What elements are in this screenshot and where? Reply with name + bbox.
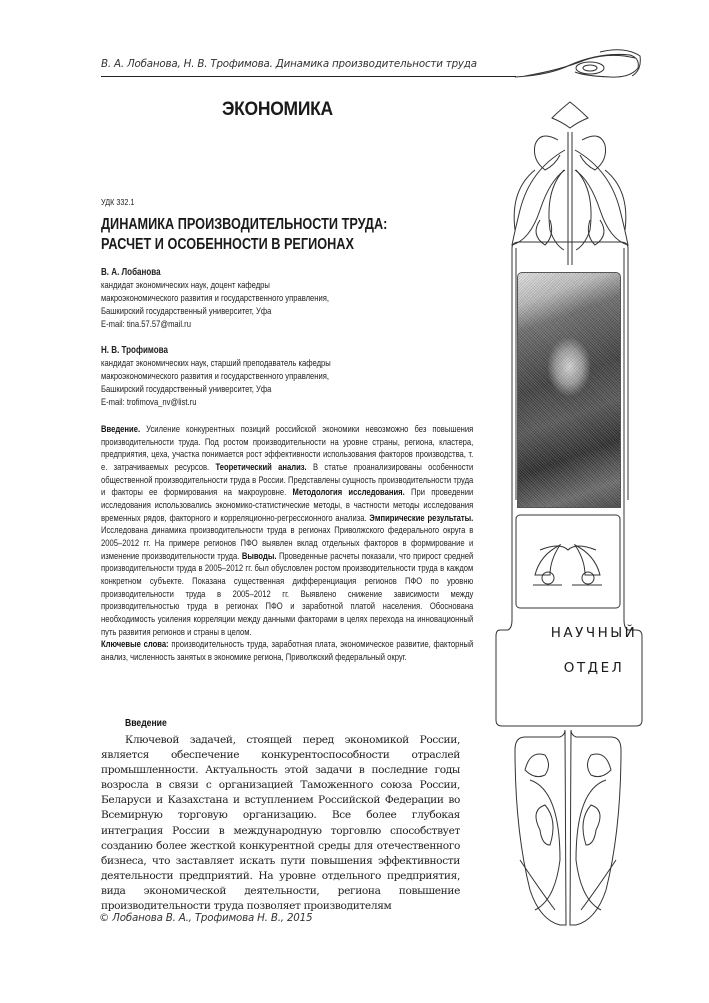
abstract-results-label: Эмпирические результаты. [369,512,474,523]
body-text [101,733,460,914]
author-affiliation-line: кандидат экономических наук, доцент кафедры [101,280,270,290]
author-name: Н. В. Трофимова [101,345,168,356]
section-title: ЭКОНОМИКА [222,99,333,120]
author-affiliation-line: макроэкономического развития и государственного управления, [101,371,330,381]
intro-paragraph: Ключевой задачей, стоящей перед экономикой России, является обеспечение конкурентоспособности отраслей промышленности. Актуальность этой задачи в последние годы возросла в связи с организацией Таможенного союза России, Беларуси и Казахстана и вступлением Российской Федерации во Всемирную торговую организацию. Все более глубокая интеграция России в международную торговлю способствует созданию более жесткой конкурентной среды для отечественного бизнеса, что заставляет искать пути повышения эффективности деятельности предприятий. На уровне отдельного предприятия, вида экономической деятельности, региона повышение производительности труда позволяет производителям [101,734,460,913]
article-title [101,215,445,255]
abstract-theory-label: Теоретический анализ. [215,461,307,472]
article-title-line-2: РАСЧЕТ И ОСОБЕННОСТИ В РЕГИОНАХ [101,236,354,253]
keywords-text: производительность труда, заработная плата, экономическое развитие, факторный анализ, численность занятых в экономике региона, Приволжский федеральный округ. [101,639,474,662]
author-affiliation-line: Башкирский государственный университет, Уфа [101,306,272,316]
author-affiliation-line: Башкирский государственный университет, Уфа [101,384,272,394]
article-title-line-1: ДИНАМИКА ПРОИЗВОДИТЕЛЬНОСТИ ТРУДА: [101,216,388,233]
abstract-intro-text: Усиление конкурентных позиций российской экономики невозможно без повышения производительности труда. Под ростом производительности на уровне страны, региона, кластера, предприятия, цеха, участка понимается рост эффективности использования факторов производства, т. е. затрачиваемых ресурсов. [101,424,474,472]
owl-sculpture-photo [517,272,621,508]
author-1 [101,266,445,331]
rubric-label-line-2: ОТДЕЛ [563,660,625,676]
abstract-conclusions-text: Проведенные расчеты показали, что прирост средней производительности труда в 2005–2012 гг. был обусловлен ростом производительности труда в каждом конкретном субъекте. Показана существенная дифференциация регионов ПФО по уровню производительности труда в 2005–2012 гг. Выявлено снижение зависимости между производительностью труда в регионах ПФО и заработной платой населения. Обоснована необходимость усиления корреляции между данными факторами в целях перехода на инновационный путь развития регионов и страны в целом. [101,550,474,637]
top-floral-ornament [512,102,628,265]
abstract-conclusions-label: Выводы. [241,550,277,561]
bottom-floral-ornament [515,730,621,925]
small-ornament-frame [516,515,620,608]
running-head: В. А. Лобанова, Н. В. Трофимова. Динамика производительности труда [101,58,477,70]
author-2 [101,344,445,409]
keywords-label: Ключевые слова: [101,639,169,650]
copyright-notice: © Лобанова В. А., Трофимова Н. В., 2015 [99,912,313,924]
abstract-method-label: Методология исследования. [292,487,405,498]
author-email[interactable]: E-mail: tina.57.57@mail.ru [101,319,191,329]
author-affiliation-line: макроэкономического развития и государственного управления, [101,293,330,303]
header-flourish-ornament [515,50,640,77]
header-rule [101,76,516,77]
intro-heading: Введение [125,718,167,729]
abstract-intro-label: Введение. [101,424,141,434]
author-name: В. А. Лобанова [101,267,161,278]
abstract [101,423,473,663]
udk-code: УДК 332.1 [101,197,135,207]
rubric-label-line-1: НАУЧНЫЙ [550,625,638,641]
abstract-results-text: Исследована динамика производительности труда в регионах Приволжского федерального округа в 2005–2012 гг. На примере регионов ПФО выявлен вклад отдельных факторов в формирование и изменение производительности труда. [101,525,474,561]
author-affiliation-line: кандидат экономических наук, старший преподаватель кафедры [101,358,331,368]
small-floral-ornament [533,545,602,585]
author-email[interactable]: E-mail: trofimova_nv@list.ru [101,397,197,407]
abstract-method-text: При проведении исследования использовались экономико-статистические методы, в частности методы исследования временных рядов, факторного и корреляционно-регрессионного анализа. [101,487,474,523]
abstract-theory-text: В статье проанализированы особенности общественной производительности труда в России. Представлены сущность производительности труда и факторы ее формирования на макроуровне. [101,461,474,498]
